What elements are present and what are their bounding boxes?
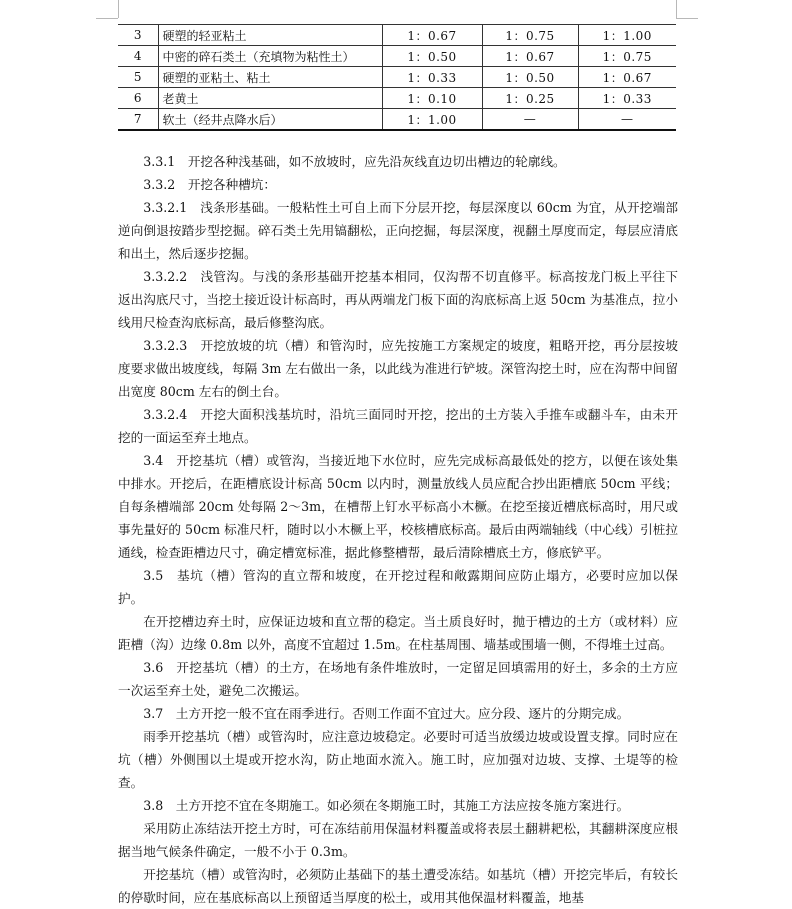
row-number: 4	[118, 46, 158, 67]
row-number: 3	[118, 25, 158, 46]
soil-type: 硬塑的亚粘土、粘土	[158, 67, 382, 88]
slope-ratio: 1：0.33	[578, 88, 676, 109]
slope-ratio: 1：0.75	[578, 46, 676, 67]
soil-type: 老黄土	[158, 88, 382, 109]
slope-ratio: —	[482, 109, 578, 131]
soil-type: 硬塑的轻亚粘土	[158, 25, 382, 46]
slope-ratio: 1：0.10	[382, 88, 482, 109]
para-3-6: 3.6 开挖基坑（槽）的土方，在场地有条件堆放时，一定留足回填需用的好土，多余的土方应一次运至弃土处，避免二次搬运。	[118, 660, 678, 698]
table-row	[118, 88, 676, 109]
crop-mark-right	[676, 0, 677, 18]
slope-ratio: 1：0.67	[578, 67, 676, 88]
para-3-8-cont2: 开挖基坑（槽）或管沟时，必须防止基础下的基土遭受冻结。如基坑（槽）开挖完毕后，有较长的停歇时间，应在基底标高以上预留适当厚度的松土，或用其他保温材料覆盖，地基	[118, 867, 678, 905]
slope-ratio: 1：0.25	[482, 88, 578, 109]
soil-type: 中密的碎石类土（充填物为粘性土）	[158, 46, 382, 67]
slope-table	[118, 24, 676, 131]
slope-ratio: 1：0.67	[482, 46, 578, 67]
slope-ratio: 1：1.00	[578, 25, 676, 46]
para-3-8: 3.8 土方开挖不宜在冬期施工。如必须在冬期施工时，其施工方法应按冬施方案进行。	[143, 798, 630, 813]
crop-mark-left	[118, 0, 119, 18]
crop-mark-left-h	[96, 18, 118, 19]
slope-ratio: 1：0.50	[482, 67, 578, 88]
row-number: 5	[118, 67, 158, 88]
table-row	[118, 109, 676, 131]
crop-mark-right-h	[676, 18, 698, 19]
para-3-3-2-3: 3.3.2.3 开挖放坡的坑（槽）和管沟时，应先按施工方案规定的坡度，粗略开挖，再分层按坡度要求做出坡度线，每隔 3m 左右做出一条，以此线为准进行铲坡。深管沟挖土时，应在沟帮中间留出宽度 80cm 左右的倒土台。	[118, 338, 678, 399]
slope-ratio: 1：0.67	[382, 25, 482, 46]
para-3-3-2: 3.3.2 开挖各种槽坑：	[143, 177, 276, 192]
slope-ratio: —	[578, 109, 676, 131]
table-row	[118, 46, 676, 67]
soil-type: 软土（经井点降水后）	[158, 109, 382, 131]
slope-ratio: 1：0.50	[382, 46, 482, 67]
para-3-7: 3.7 土方开挖一般不宜在雨季进行。否则工作面不宜过大。应分段、逐片的分期完成。	[143, 706, 630, 721]
para-3-7-cont: 雨季开挖基坑（槽）或管沟时，应注意边坡稳定。必要时可适当放缓边坡或设置支撑。同时应在坑（槽）外侧围以土堤或开挖水沟，防止地面水流入。施工时，应加强对边坡、支撑、土堤等的检查。	[118, 729, 678, 790]
slope-ratio: 1：0.33	[382, 67, 482, 88]
row-number: 7	[118, 109, 158, 131]
table-row	[118, 67, 676, 88]
para-3-3-1: 3.3.1 开挖各种浅基础，如不放坡时，应先沿灰线直边切出槽边的轮廓线。	[143, 154, 566, 169]
slope-ratio: 1：0.75	[482, 25, 578, 46]
para-3-8-cont: 采用防止冻结法开挖土方时，可在冻结前用保温材料覆盖或将表层土翻耕耙松，其翻耕深度应根据当地气候条件确定，一般不小于 0.3m。	[118, 821, 678, 859]
para-3-4: 3.4 开挖基坑（槽）或管沟，当接近地下水位时，应先完成标高最低处的挖方，以便在该处集中排水。开挖后，在距槽底设计标高 50cm 以内时，测量放线人员应配合抄出距槽底 50cm 平线；自每条槽端部 20cm 处每隔 2～3m，在槽帮上钉水平标高小木橛。在挖至接近槽底标高时，用尺或事先量好的 50cm 标准尺杆，随时以小木橛上平，校核槽底标高。最后由两端轴线（中心线）引桩拉通线，检查距槽边尺寸，确定槽宽标准，据此修整槽帮，最后清除槽底土方，修底铲平。	[118, 453, 678, 560]
para-3-5-cont: 在开挖槽边弃土时，应保证边坡和直立帮的稳定。当土质良好时，抛于槽边的土方（或材料）应距槽（沟）边缘 0.8m 以外，高度不宜超过 1.5m。在柱基周围、墙基或围墙一侧，不得堆土过高。	[118, 614, 678, 652]
para-3-3-2-4: 3.3.2.4 开挖大面积浅基坑时，沿坑三面同时开挖，挖出的土方装入手推车或翻斗车，由未开挖的一面运至弃土地点。	[118, 407, 678, 445]
slope-ratio: 1：1.00	[382, 109, 482, 131]
para-3-3-2-1: 3.3.2.1 浅条形基础。一般粘性土可自上而下分层开挖，每层深度以 60cm 为宜，从开挖端部逆向倒退按踏步型挖掘。碎石类土先用镐翻松，正向挖掘，每层深度，视翻土厚度而定，每层应清底和出土，然后逐步挖掘。	[118, 200, 678, 261]
row-number: 6	[118, 88, 158, 109]
para-3-3-2-2: 3.3.2.2 浅管沟。与浅的条形基础开挖基本相同，仅沟帮不切直修平。标高按龙门板上平往下返出沟底尺寸，当挖土接近设计标高时，再从两端龙门板下面的沟底标高上返 50cm 为基准点，拉小线用尺检查沟底标高，最后修整沟底。	[118, 269, 678, 330]
para-3-5: 3.5 基坑（槽）管沟的直立帮和坡度，在开挖过程和敞露期间应防止塌方，必要时应加以保护。	[118, 568, 678, 606]
table-row	[118, 25, 676, 46]
document-body	[118, 150, 678, 909]
